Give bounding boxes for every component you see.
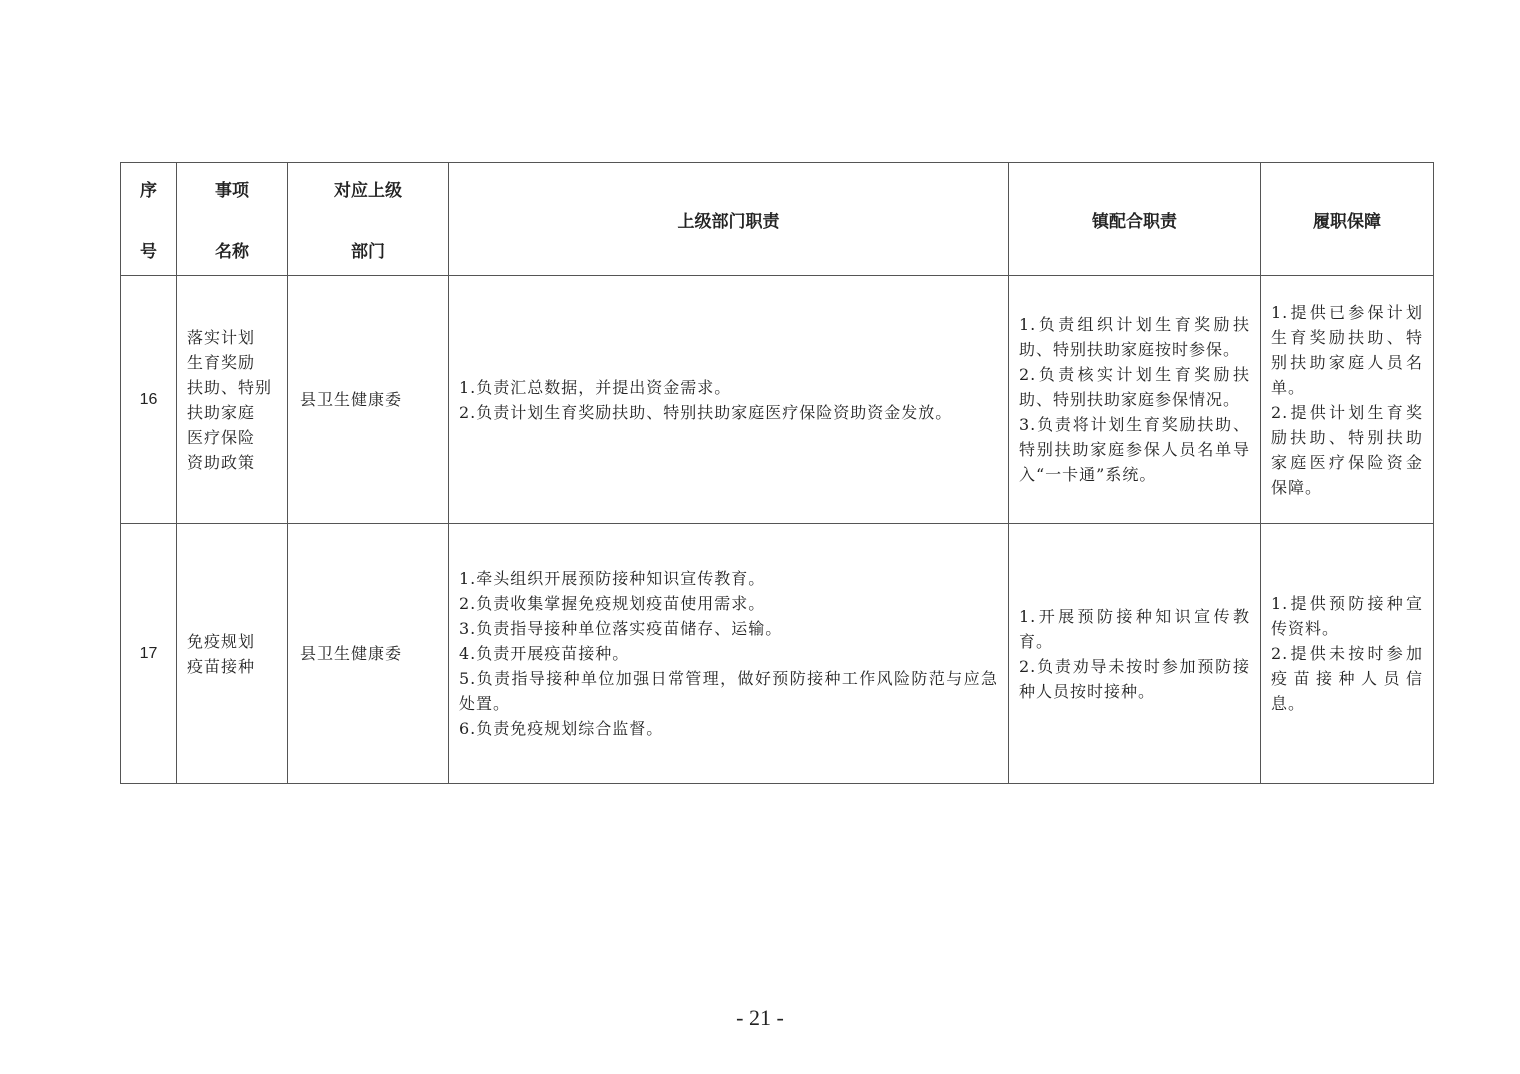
row-town-duty [1009,276,1261,524]
header-item-line-2: 名称 [215,242,249,262]
header-item-line-1: 事项 [215,181,249,201]
item-name-line: 疫苗接种 [187,656,256,676]
guarantee-item: 1.提供预防接种宣传资料。 [1271,594,1423,638]
row-item-name [177,276,288,524]
item-name-line: 资助政策 [187,452,256,472]
table-row [121,276,1434,524]
row-upper-duty [449,524,1009,784]
row-seq: 16 [121,276,177,524]
upper-duty-item: 2.负责计划生育奖励扶助、特别扶助家庭医疗保险资助资金发放。 [459,402,953,422]
item-name-line: 扶助、特别 [187,377,273,397]
table-row [121,524,1434,784]
header-dept [288,163,449,276]
page-number: - 21 - [736,1005,784,1030]
header-dept-line-1: 对应上级 [334,181,402,201]
town-duty-item: 2.负责核实计划生育奖励扶助、特别扶助家庭参保情况。 [1019,365,1250,409]
town-duty-item: 1.负责组织计划生育奖励扶助、特别扶助家庭按时参保。 [1019,315,1250,359]
item-name-line: 生育奖励 [187,352,256,372]
row-guarantee [1261,276,1434,524]
dept-text: 县卫生健康委 [300,644,403,663]
header-dept-line-2: 部门 [351,242,385,262]
header-item [177,163,288,276]
row-guarantee [1261,524,1434,784]
item-name-line: 落实计划 [187,327,256,347]
row-upper-duty [449,276,1009,524]
row-seq: 17 [121,524,177,784]
row-item-name [177,524,288,784]
item-name-line: 医疗保险 [187,427,256,447]
item-name-line: 免疫规划 [187,631,256,651]
upper-duty-item: 4.负责开展疫苗接种。 [459,644,630,663]
upper-duty-item: 2.负责收集掌握免疫规划疫苗使用需求。 [459,594,766,613]
item-name-line: 扶助家庭 [187,402,256,422]
upper-duty-item: 1.负责汇总数据，并提出资金需求。 [459,377,732,397]
guarantee-item: 2.提供未按时参加疫苗接种人员信息。 [1271,644,1423,713]
header-seq-line-2: 号 [140,242,157,262]
guarantee-item: 2.提供计划生育奖励扶助、特别扶助家庭医疗保险资金保障。 [1271,402,1423,497]
header-upper-duty: 上级部门职责 [449,163,1009,276]
row-dept [288,276,449,524]
row-town-duty [1009,524,1261,784]
upper-duty-item: 3.负责指导接种单位落实疫苗储存、运输。 [459,619,783,638]
dept-text: 县卫生健康委 [300,390,403,409]
town-duty-item: 1.开展预防接种知识宣传教育。 [1019,606,1250,651]
town-duty-item: 2.负责劝导未按时参加预防接种人员按时接种。 [1019,656,1250,701]
header-seq-line-1: 序 [140,181,157,201]
header-town-duty: 镇配合职责 [1009,163,1261,276]
upper-duty-item: 6.负责免疫规划综合监督。 [459,719,664,738]
row-dept [288,524,449,784]
table-header-row [121,163,1434,276]
header-guarantee: 履职保障 [1261,163,1434,276]
upper-duty-item: 5.负责指导接种单位加强日常管理，做好预防接种工作风险防范与应急处置。 [459,669,998,713]
header-seq [121,163,177,276]
upper-duty-item: 1.牵头组织开展预防接种知识宣传教育。 [459,569,766,588]
guarantee-item: 1.提供已参保计划生育奖励扶助、特别扶助家庭人员名单。 [1271,302,1423,397]
duty-table [120,162,1434,784]
town-duty-item: 3.负责将计划生育奖励扶助、特别扶助家庭参保人员名单导入“一卡通”系统。 [1019,415,1250,484]
